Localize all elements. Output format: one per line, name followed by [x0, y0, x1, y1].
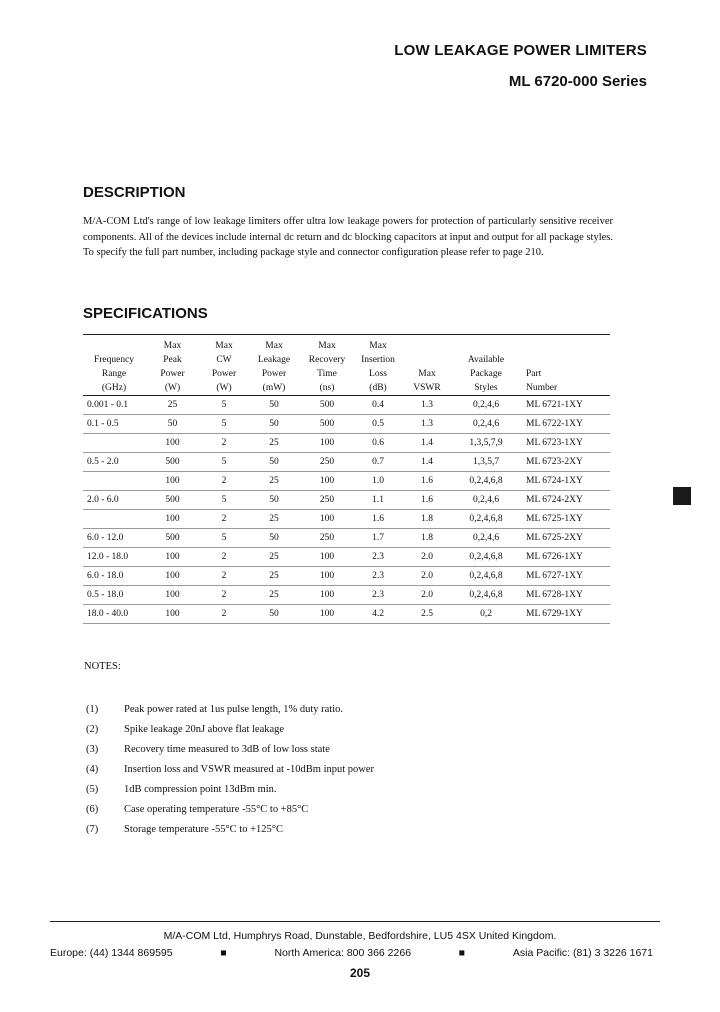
cell-peak-power: 100: [165, 609, 180, 619]
cell-cw-power: 2: [221, 552, 227, 562]
cell-frequency: 18.0 - 40.0: [87, 609, 129, 619]
footer-bullet-1: ■: [220, 947, 227, 959]
col-header-cw-power: Max CW Power (W): [200, 335, 248, 396]
cell-vswr: 2.5: [421, 609, 433, 619]
cell-peak-power: 500: [165, 495, 180, 505]
table-row: [83, 491, 610, 510]
notes-heading: NOTES:: [84, 661, 121, 672]
cell-package-styles: 0,2,4,6,8: [469, 514, 503, 524]
cell-part-number: ML 6722-1XY: [526, 419, 583, 429]
cell-cw-power: 2: [221, 590, 227, 600]
cell-insertion-loss: 0.4: [372, 400, 384, 410]
note-number: (4): [86, 764, 99, 775]
cell-leakage-power: 25: [269, 571, 279, 581]
cell-package-styles: 0,2,4,6,8: [469, 571, 503, 581]
description-text: M/A-COM Ltd's range of low leakage limiters offer ultra low leakage powers for protection of particularly sensitive receiver components. All of the devices include internal dc return and dc blocking capacitors at input and output for all package styles. To specify the full part number, including package style and connector configuration please refer to page 210.: [83, 216, 613, 258]
footer-bullet-2: ■: [458, 947, 466, 959]
cell-frequency: 2.0 - 6.0: [87, 495, 119, 505]
cell-package-styles: 1,3,5,7,9: [469, 438, 503, 448]
cell-frequency: 0.1 - 0.5: [87, 419, 119, 429]
table-row: [83, 548, 610, 567]
note-number: (6): [86, 804, 99, 815]
cell-vswr: 2.0: [421, 590, 433, 600]
cell-cw-power: 2: [221, 571, 227, 581]
cell-cw-power: 2: [221, 514, 227, 524]
cell-frequency: 0.001 - 0.1: [87, 400, 129, 410]
footer-divider: [50, 921, 660, 922]
col-header-insertion-loss: Max Insertion Loss (dB): [354, 335, 402, 396]
cell-frequency: [83, 510, 145, 529]
cell-frequency: 0.5 - 18.0: [87, 590, 124, 600]
cell-peak-power: 500: [165, 533, 180, 543]
cell-insertion-loss: 4.2: [372, 609, 384, 619]
cell-recovery-time: 100: [319, 571, 335, 581]
cell-cw-power: 5: [221, 419, 227, 429]
cell-recovery-time: 500: [319, 419, 335, 429]
cell-insertion-loss: 1.6: [372, 514, 384, 524]
table-row: [83, 586, 610, 605]
cell-peak-power: 100: [165, 438, 180, 448]
cell-cw-power: 5: [221, 533, 227, 543]
cell-part-number: ML 6724-2XY: [526, 495, 583, 505]
cell-vswr: 1.4: [421, 457, 433, 467]
cell-cw-power: 2: [221, 476, 227, 486]
cell-package-styles: 0,2,4,6,8: [469, 476, 503, 486]
cell-recovery-time: 250: [319, 457, 335, 467]
table-header-row: [83, 335, 610, 396]
cell-insertion-loss: 0.5: [372, 419, 384, 429]
cell-cw-power: 5: [221, 495, 227, 505]
cell-vswr: 1.6: [421, 476, 433, 486]
cell-package-styles: 1,3,5,7: [472, 457, 500, 467]
cell-leakage-power: 50: [269, 419, 279, 429]
cell-vswr: 1.3: [421, 400, 433, 410]
note-text: Case operating temperature -55°C to +85°C: [124, 804, 309, 815]
cell-part-number: ML 6726-1XY: [526, 552, 583, 562]
series-title: ML 6720-000 Series: [508, 73, 647, 90]
cell-vswr: 2.0: [421, 571, 433, 581]
specifications-heading: SPECIFICATIONS: [83, 305, 208, 322]
cell-peak-power: 100: [165, 571, 180, 581]
cell-frequency: 6.0 - 12.0: [87, 533, 124, 543]
footer-company-address: M/A-COM Ltd, Humphrys Road, Dunstable, Bedfordshire, LU5 4SX United Kingdom.: [163, 930, 557, 942]
note-number: (5): [86, 784, 99, 795]
cell-package-styles: 0,2,4,6: [472, 400, 500, 410]
cell-frequency: [83, 472, 145, 491]
cell-part-number: ML 6727-1XY: [526, 571, 583, 581]
note-text: 1dB compression point 13dBm min.: [124, 784, 277, 795]
cell-leakage-power: 25: [269, 552, 279, 562]
cell-insertion-loss: 1.1: [372, 495, 384, 505]
cell-cw-power: 5: [221, 400, 227, 410]
cell-part-number: ML 6723-2XY: [526, 457, 583, 467]
cell-frequency: 6.0 - 18.0: [87, 571, 124, 581]
page-number: 205: [349, 966, 371, 980]
col-header-part-number: Part Number: [520, 335, 610, 396]
section-tab-marker: [673, 487, 691, 505]
cell-cw-power: 2: [221, 438, 227, 448]
cell-peak-power: 100: [165, 590, 180, 600]
col-header-peak-power: Max Peak Power (W): [145, 335, 200, 396]
cell-peak-power: 50: [167, 419, 178, 429]
cell-part-number: ML 6725-2XY: [526, 533, 583, 543]
col-header-recovery-time: Max Recovery Time (ns): [300, 335, 354, 396]
cell-leakage-power: 50: [269, 533, 279, 543]
note-number: (7): [86, 824, 99, 835]
table-row: [83, 396, 610, 415]
footer-north-america: North America: 800 366 2266: [274, 947, 412, 959]
cell-recovery-time: 500: [319, 400, 335, 410]
cell-leakage-power: 50: [269, 400, 279, 410]
cell-vswr: 1.8: [421, 514, 433, 524]
cell-part-number: ML 6725-1XY: [526, 514, 583, 524]
cell-recovery-time: 250: [319, 533, 335, 543]
cell-vswr: 1.4: [421, 438, 433, 448]
cell-leakage-power: 25: [269, 514, 279, 524]
cell-leakage-power: 25: [269, 476, 279, 486]
table-row: [83, 510, 610, 529]
cell-package-styles: 0,2,4,6: [472, 419, 500, 429]
cell-part-number: ML 6721-1XY: [526, 400, 583, 410]
cell-recovery-time: 100: [319, 552, 335, 562]
cell-vswr: 1.3: [421, 419, 433, 429]
cell-peak-power: 100: [165, 476, 180, 486]
cell-insertion-loss: 0.6: [372, 438, 384, 448]
cell-recovery-time: 250: [319, 495, 335, 505]
cell-cw-power: 5: [221, 457, 227, 467]
cell-package-styles: 0,2,4,6: [472, 533, 500, 543]
cell-vswr: 2.0: [421, 552, 433, 562]
cell-insertion-loss: 1.7: [372, 533, 384, 543]
cell-cw-power: 2: [221, 609, 227, 619]
cell-frequency: 0.5 - 2.0: [87, 457, 119, 467]
cell-part-number: ML 6723-1XY: [526, 438, 583, 448]
table-row: [83, 605, 610, 624]
cell-frequency: 12.0 - 18.0: [87, 552, 129, 562]
footer-contacts: [50, 947, 653, 959]
cell-peak-power: 500: [165, 457, 180, 467]
cell-package-styles: 0,2,4,6: [472, 495, 500, 505]
cell-package-styles: 0,2,4,6,8: [469, 590, 503, 600]
cell-leakage-power: 50: [269, 457, 279, 467]
footer-europe: Europe: (44) 1344 869595: [50, 947, 173, 959]
cell-part-number: ML 6728-1XY: [526, 590, 583, 600]
cell-peak-power: 25: [167, 400, 178, 410]
cell-peak-power: 100: [165, 514, 180, 524]
cell-insertion-loss: 2.3: [372, 590, 384, 600]
cell-frequency: [83, 434, 145, 453]
col-header-leakage-power: Max Leakage Power (mW): [248, 335, 300, 396]
cell-vswr: 1.6: [421, 495, 433, 505]
cell-recovery-time: 100: [319, 514, 335, 524]
page-title: LOW LEAKAGE POWER LIMITERS: [394, 42, 647, 59]
table-row: [83, 567, 610, 586]
footer-asia-pacific: Asia Pacific: (81) 3 3226 1671: [512, 947, 653, 959]
cell-recovery-time: 100: [319, 609, 335, 619]
cell-insertion-loss: 1.0: [372, 476, 384, 486]
col-header-package-styles: Available Package Styles: [452, 335, 520, 396]
cell-part-number: ML 6729-1XY: [526, 609, 583, 619]
note-number: (2): [86, 724, 99, 735]
cell-insertion-loss: 2.3: [372, 571, 384, 581]
col-header-frequency: Frequency Range (GHz): [83, 335, 145, 396]
description-heading: DESCRIPTION: [83, 184, 186, 201]
note-number: (1): [86, 704, 99, 715]
cell-recovery-time: 100: [319, 476, 335, 486]
cell-recovery-time: 100: [319, 438, 335, 448]
specifications-table: [83, 334, 610, 624]
cell-vswr: 1.8: [421, 533, 433, 543]
col-header-vswr: Max VSWR: [402, 335, 452, 396]
cell-leakage-power: 50: [269, 609, 279, 619]
cell-part-number: ML 6724-1XY: [526, 476, 583, 486]
cell-package-styles: 0,2,4,6,8: [469, 552, 503, 562]
table-row: [83, 434, 610, 453]
note-text: Peak power rated at 1us pulse length, 1% duty ratio.: [124, 704, 343, 715]
table-row: [83, 415, 610, 434]
note-text: Spike leakage 20nJ above flat leakage: [124, 724, 285, 735]
note-text: Recovery time measured to 3dB of low loss state: [124, 744, 330, 755]
cell-insertion-loss: 2.3: [372, 552, 384, 562]
cell-recovery-time: 100: [319, 590, 335, 600]
cell-insertion-loss: 0.7: [372, 457, 384, 467]
note-number: (3): [86, 744, 99, 755]
note-text: Insertion loss and VSWR measured at -10dBm input power: [124, 764, 375, 775]
cell-leakage-power: 50: [269, 495, 279, 505]
table-row: [83, 453, 610, 472]
note-text: Storage temperature -55°C to +125°C: [124, 824, 283, 835]
table-row: [83, 529, 610, 548]
cell-leakage-power: 25: [269, 438, 279, 448]
cell-package-styles: 0,2: [480, 609, 492, 619]
table-row: [83, 472, 610, 491]
cell-peak-power: 100: [165, 552, 180, 562]
cell-leakage-power: 25: [269, 590, 279, 600]
